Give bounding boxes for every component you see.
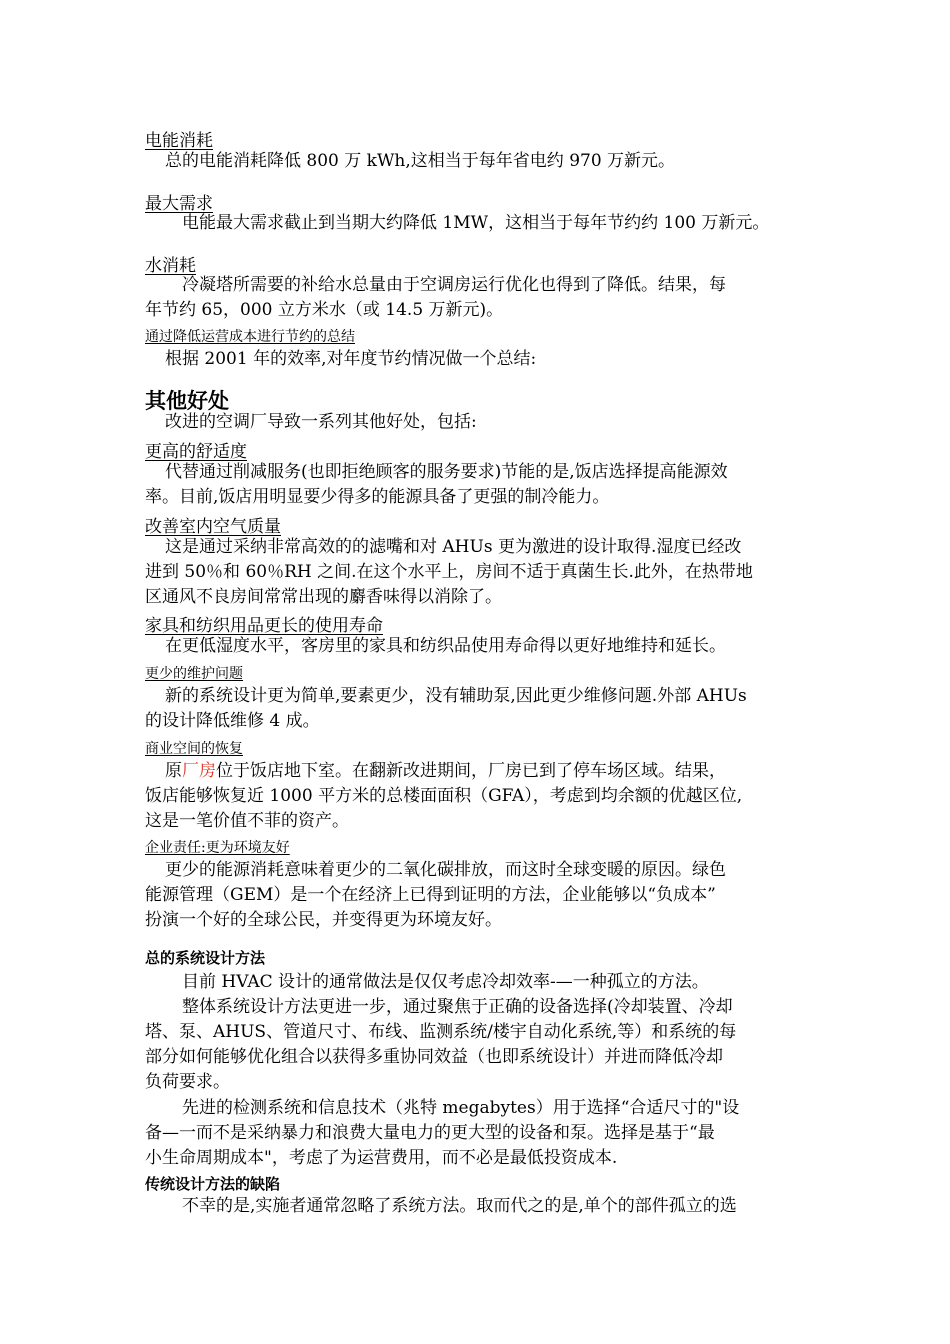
- paragraph-line: 部分如何能够优化组合以获得多重协同效益（也即系统设计）并进而降低冷却: [145, 1047, 723, 1067]
- paragraph-line: 饭店能够恢复近 1000 平方米的总楼面面积（GFA），考虑到均余额的优越区位,: [145, 786, 743, 806]
- paragraph-line: 率。目前,饭店用明显要少得多的能源具备了更强的制冷能力。: [145, 487, 610, 507]
- text-run: 位于饭店地下室。在翻新改进期间，厂房已到了停车场区域。结果，: [216, 761, 726, 781]
- paragraph-line: 更少的能源消耗意味着更少的二氧化碳排放，而这时全球变暖的原因。绿色: [165, 860, 726, 880]
- paragraph-line: 改进的空调厂导致一系列其他好处，包括:: [165, 412, 477, 432]
- section-heading-water: 水消耗: [145, 256, 196, 276]
- section-heading-traditional-design: 传统设计方法的缺陷: [145, 1175, 281, 1193]
- paragraph-line: 备—一而不是采纳暴力和浪费大量电力的更大型的设备和泵。选择是基于“最: [145, 1123, 715, 1143]
- paragraph-line: 新的系统设计更为简单,要素更少，没有辅助泵,因此更少维修问题.外部 AHUs: [165, 686, 747, 706]
- paragraph-line: 先进的检测系统和信息技术（兆特 megabytes）用于选择“合适尺寸的"设: [182, 1098, 740, 1118]
- paragraph-line: 冷凝塔所需要的补给水总量由于空调房运行优化也得到了降低。结果，每: [182, 275, 726, 295]
- paragraph-line: 不幸的是,实施者通常忽略了系统方法。取而代之的是,单个的部件孤立的选: [182, 1196, 737, 1216]
- section-heading-comfort: 更高的舒适度: [145, 442, 247, 462]
- section-heading-maintenance: 更少的维护问题: [145, 666, 243, 682]
- paragraph-line: 代替通过削减服务(也即拒绝顾客的服务要求)节能的是,饭店选择提高能源效: [165, 462, 728, 482]
- paragraph-line: 这是一笔价值不菲的资产。: [145, 811, 349, 831]
- paragraph-line: 进到 50％和 60％RH 之间.在这个水平上，房间不适于真菌生长.此外，在热带地: [145, 562, 753, 582]
- section-heading-max-demand: 最大需求: [145, 194, 213, 214]
- paragraph-line: [145, 759, 726, 784]
- paragraph-line: 整体系统设计方法更进一步，通过聚焦于正确的设备选择(冷却装置、冷却: [182, 997, 733, 1017]
- paragraph-line: 能源管理（GEM）是一个在经济上已得到证明的方法，企业能够以“负成本”: [145, 885, 716, 905]
- paragraph-line: 区通风不良房间常常出现的麝香味得以消除了。: [145, 587, 502, 607]
- paragraph-line: 扮演一个好的全球公民，并变得更为环境友好。: [145, 910, 502, 930]
- paragraph-line: 目前 HVAC 设计的通常做法是仅仅考虑冷却效率-—一种孤立的方法。: [182, 972, 709, 992]
- section-heading-power-consumption: 电能消耗: [145, 131, 213, 151]
- section-heading-furniture: 家具和纺织用品更长的使用寿命: [145, 616, 383, 636]
- section-heading-savings-summary: 通过降低运营成本进行节约的总结: [145, 329, 355, 345]
- section-heading-corporate-responsibility: 企业责任:更为环境友好: [145, 840, 290, 856]
- paragraph-line: 负荷要求。: [145, 1072, 230, 1092]
- paragraph-line: 在更低湿度水平，客房里的家具和纺织品使用寿命得以更好地维持和延长。: [165, 636, 726, 656]
- section-title-other-benefits: 其他好处: [145, 388, 229, 413]
- text-run: 原: [165, 761, 182, 781]
- section-heading-commercial-space: 商业空间的恢复: [145, 741, 243, 757]
- section-heading-system-design: 总的系统设计方法: [145, 949, 266, 967]
- paragraph-line: 根据 2001 年的效率,对年度节约情况做一个总结:: [165, 349, 537, 369]
- paragraph-line: 电能最大需求截止到当期大约降低 1MW，这相当于每年节约约 100 万新元。: [182, 213, 770, 233]
- section-heading-air-quality: 改善室内空气质量: [145, 517, 281, 537]
- highlighted-text-run: 厂房: [182, 761, 216, 781]
- paragraph-line: 这是通过采纳非常高效的的滤嘴和对 AHUs 更为激进的设计取得.湿度已经改: [165, 537, 742, 557]
- paragraph-line: 小生命周期成本"，考虑了为运营费用，而不必是最低投资成本.: [145, 1148, 618, 1168]
- paragraph-line: 的设计降低维修 4 成。: [145, 711, 320, 731]
- paragraph-line: 塔、泵、AHUS、管道尺寸、布线、监测系统/楼宇自动化系统,等）和系统的每: [145, 1022, 737, 1042]
- paragraph-line: 年节约 65，000 立方米水（或 14.5 万新元)。: [145, 300, 504, 320]
- paragraph-line: 总的电能消耗降低 800 万 kWh,这相当于每年省电约 970 万新元。: [165, 151, 676, 171]
